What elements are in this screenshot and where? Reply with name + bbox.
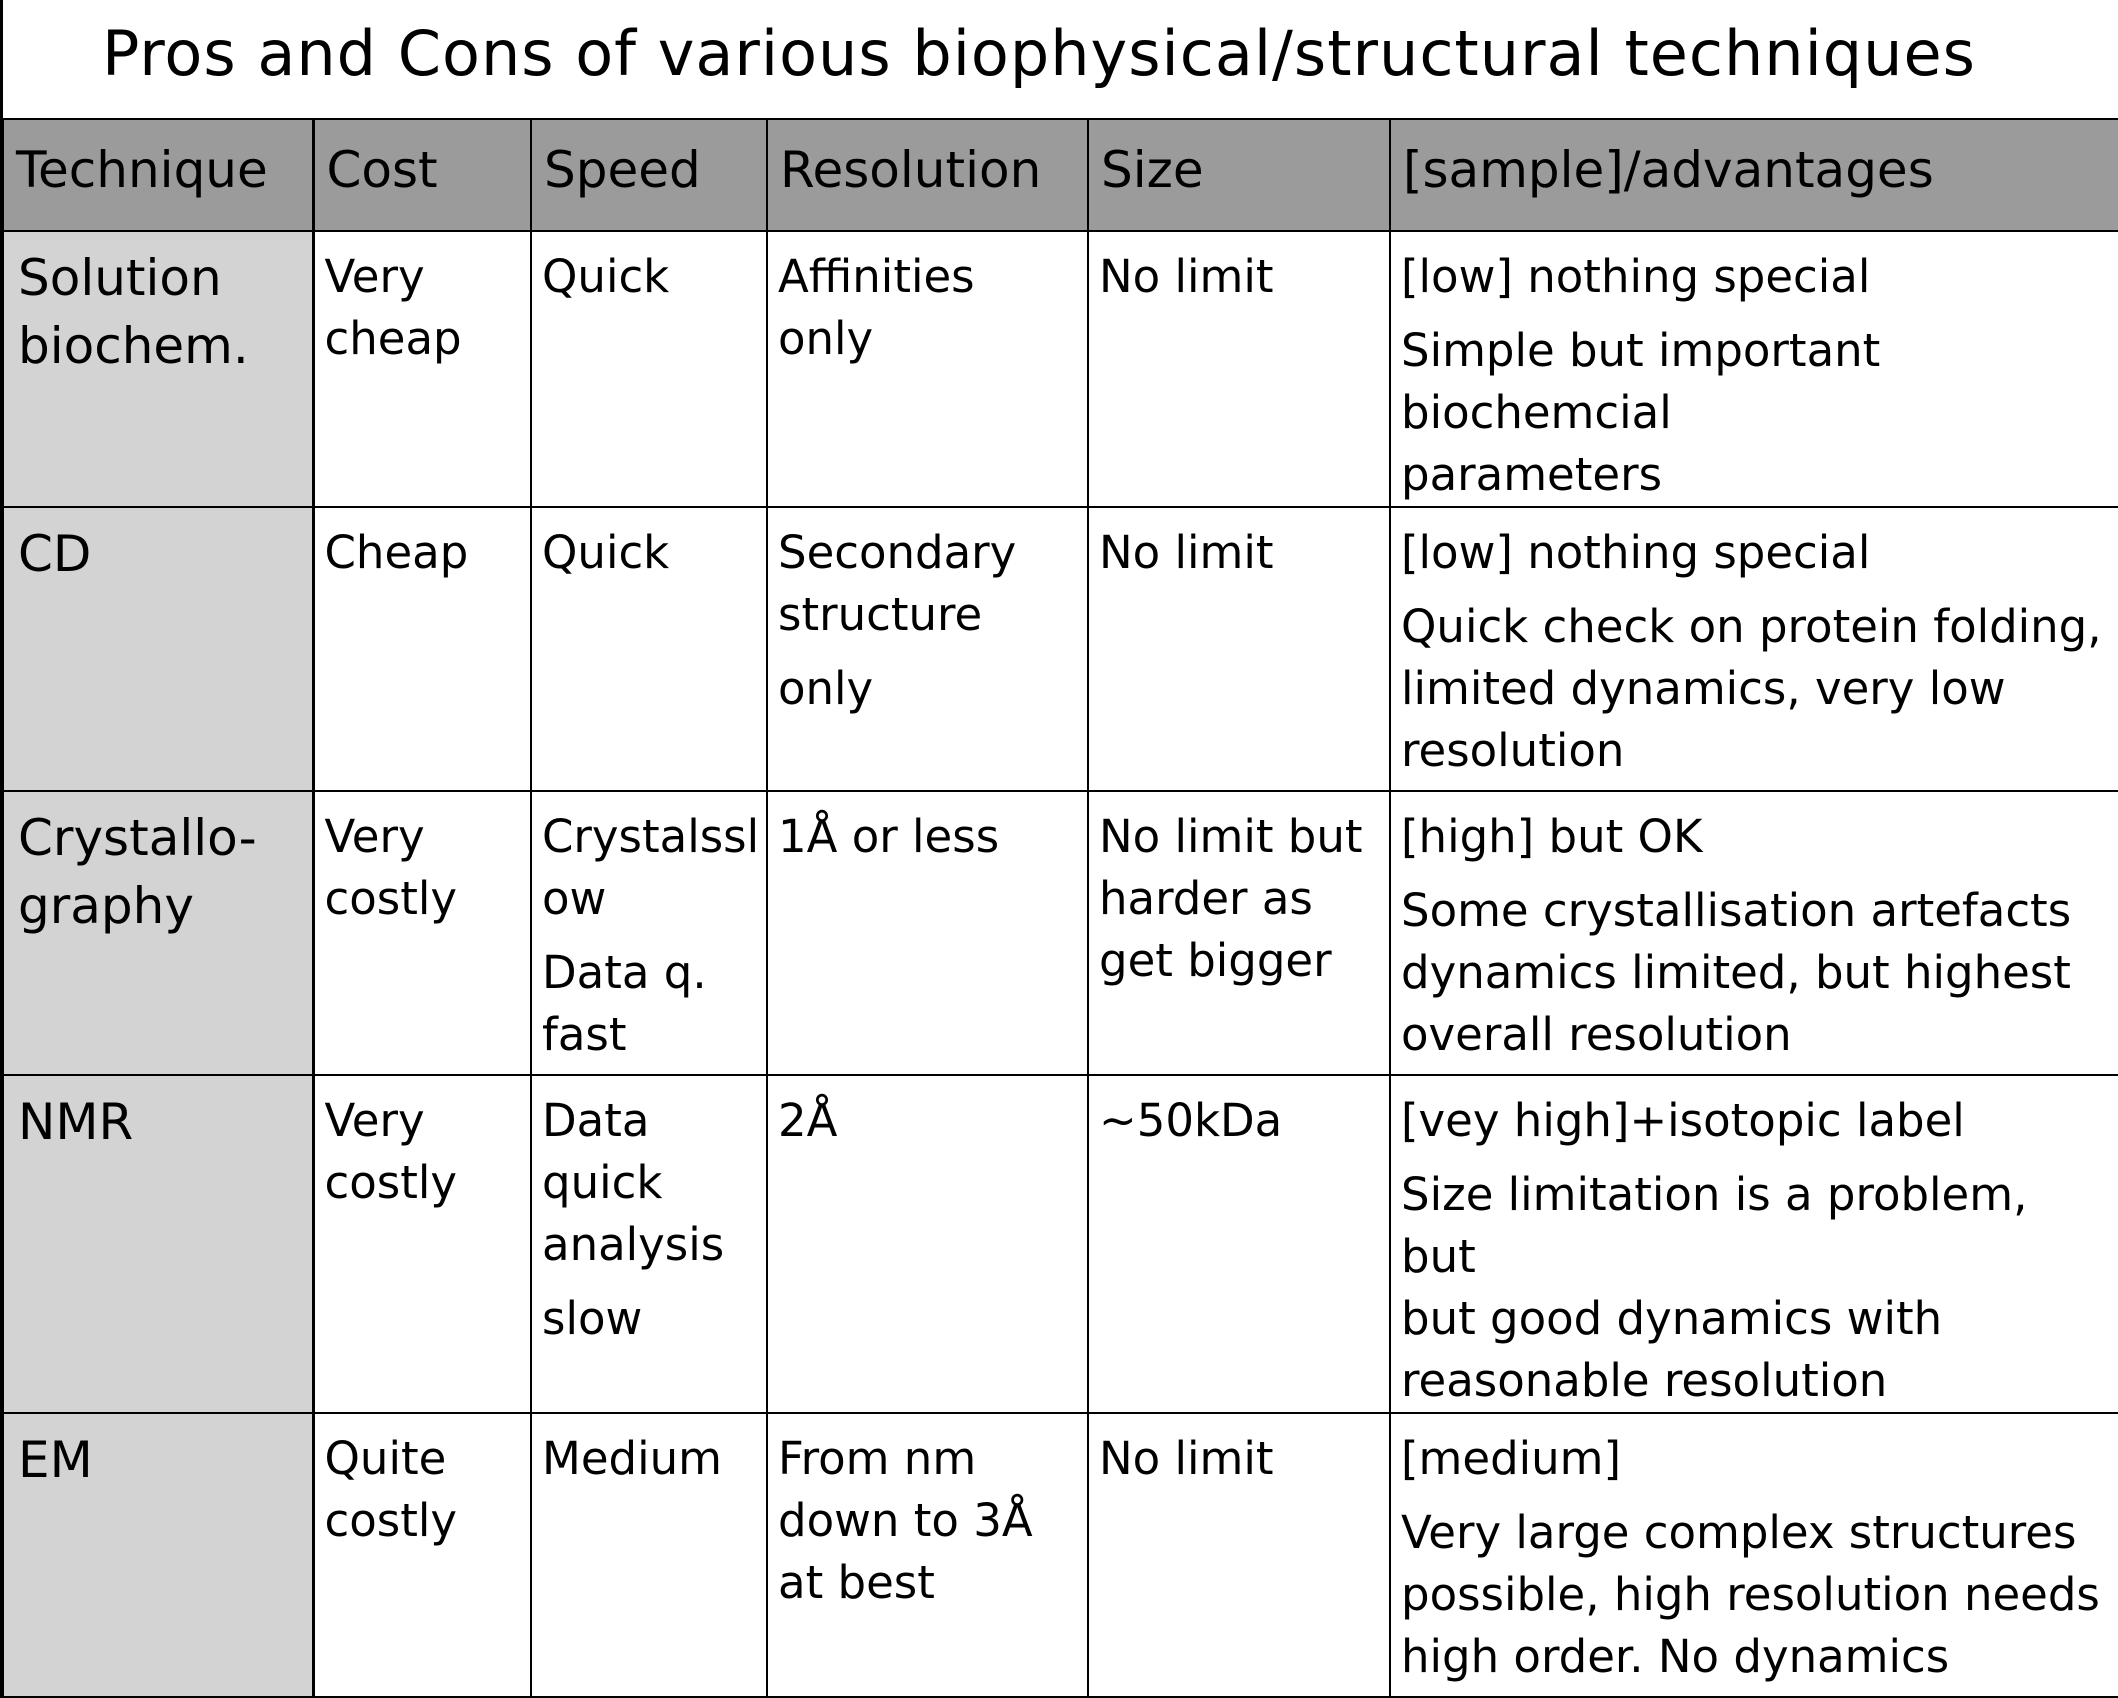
cell-speed-line: fast [542,1008,627,1061]
cell-speed-line: Crystalssl [542,810,760,863]
cell-resolution-line: 1Å or less [778,810,1000,863]
cell-technique-line: Solution [18,249,222,307]
cell-resolution-line: Secondary [778,526,1017,579]
cell-resolution [767,231,1088,507]
cell-technique [2,1075,313,1413]
cell-cost-line: Very [324,1094,425,1147]
cell-size-line: No limit but [1099,810,1363,863]
advantages-line: Very large complex structures [1401,1506,2077,1559]
cell-cost-line: costly [324,1156,457,1209]
cell-cost-line: Very [324,250,425,303]
cell-speed-line: Quick [542,250,670,303]
cell-technique [2,231,313,507]
cell-speed-line: quick [542,1156,663,1209]
cell-speed-line: analysis [542,1218,725,1271]
page-title: Pros and Cons of various biophysical/structural techniques [102,17,1976,90]
advantages-line: possible, high resolution needs [1401,1568,2100,1621]
cell-sample-advantages [1390,1075,2118,1413]
header-size: Size [1088,119,1390,231]
advantages-line: reasonable resolution [1401,1354,1888,1407]
table-row [2,1075,2118,1413]
cell-resolution [767,1413,1088,1697]
cell-speed-line: Data q. [542,946,707,999]
advantages-line: Size limitation is a problem, but [1401,1168,2028,1283]
header-sample-advantages: [sample]/advantages [1390,119,2118,231]
table-row [2,231,2118,507]
cell-speed [531,1413,767,1697]
cell-technique-line: biochem. [18,317,249,375]
advantages-line: Quick check on protein folding, [1401,600,2102,653]
cell-speed-line: ow [542,872,607,925]
cell-speed-line: Medium [542,1432,722,1485]
header-speed: Speed [531,119,767,231]
cell-cost-line: Very [324,810,425,863]
cell-size-line: harder as [1099,872,1313,925]
cell-size-line: No limit [1099,1432,1274,1485]
sample-requirement: [high] but OK [1401,810,1703,863]
cell-speed [531,231,767,507]
cell-cost-line: costly [324,1494,457,1547]
cell-speed-line: slow [542,1292,643,1345]
cell-speed [531,791,767,1075]
sample-requirement: [vey high]+isotopic label [1401,1094,1965,1147]
advantages-line: parameters [1401,448,1663,501]
cell-speed-line: Quick [542,526,670,579]
cell-resolution-line: at best [778,1556,935,1609]
cell-speed-line: Data [542,1094,650,1147]
advantages-line: overall resolution [1401,1008,1792,1061]
advantages-line: resolution [1401,724,1625,777]
cell-speed [531,507,767,791]
advantages-line: Some crystallisation artefacts [1401,884,2072,937]
table-row [2,507,2118,791]
cell-cost-line: costly [324,872,457,925]
advantages-line: high order. No dynamics [1401,1630,1950,1683]
sample-requirement: [medium] [1401,1432,1622,1485]
cell-technique-line: graphy [18,877,194,935]
advantages-line: but good dynamics with [1401,1292,1943,1345]
cell-technique-line: CD [18,525,92,583]
cell-technique [2,791,313,1075]
advantages-line: limited dynamics, very low [1401,662,2006,715]
cell-technique [2,507,313,791]
cell-resolution-line: 2Å [778,1094,838,1147]
cell-cost [313,1413,531,1697]
advantages-line: Simple but important biochemcial [1401,324,1881,439]
sample-requirement: [low] nothing special [1401,250,1871,303]
cell-technique-line: NMR [18,1093,134,1151]
cell-resolution-line: structure [778,588,983,641]
cell-resolution-line: Affinities [778,250,975,303]
header-technique: Technique [2,119,313,231]
cell-resolution-line: From nm [778,1432,977,1485]
cell-size [1088,1075,1390,1413]
cell-cost-line: Cheap [324,526,469,579]
cell-sample-advantages [1390,791,2118,1075]
cell-technique [2,1413,313,1697]
advantages-line: dynamics limited, but highest [1401,946,2071,999]
cell-resolution-line: only [778,662,874,715]
techniques-table [0,118,2118,1698]
cell-sample-advantages [1390,231,2118,507]
cell-size [1088,791,1390,1075]
table-row [2,1413,2118,1697]
header-resolution: Resolution [767,119,1088,231]
cell-speed [531,1075,767,1413]
header-cost: Cost [313,119,531,231]
cell-sample-advantages [1390,1413,2118,1697]
cell-size [1088,507,1390,791]
cell-size-line: get bigger [1099,934,1332,987]
cell-cost [313,507,531,791]
table-header-row [2,119,2118,231]
cell-resolution [767,507,1088,791]
cell-technique-line: EM [18,1431,93,1489]
sample-requirement: [low] nothing special [1401,526,1871,579]
cell-resolution [767,791,1088,1075]
cell-resolution-line: down to 3Å [778,1494,1033,1547]
cell-cost [313,791,531,1075]
table-row [2,791,2118,1075]
cell-cost [313,231,531,507]
cell-technique-line: Crystallo- [18,809,257,867]
cell-size [1088,1413,1390,1697]
cell-size-line: No limit [1099,250,1274,303]
cell-size-line: ~50kDa [1099,1094,1283,1147]
cell-sample-advantages [1390,507,2118,791]
cell-cost [313,1075,531,1413]
cell-cost-line: Quite [324,1432,447,1485]
cell-resolution-line: only [778,312,874,365]
cell-cost-line: cheap [324,312,462,365]
cell-size-line: No limit [1099,526,1274,579]
cell-resolution [767,1075,1088,1413]
cell-size [1088,231,1390,507]
